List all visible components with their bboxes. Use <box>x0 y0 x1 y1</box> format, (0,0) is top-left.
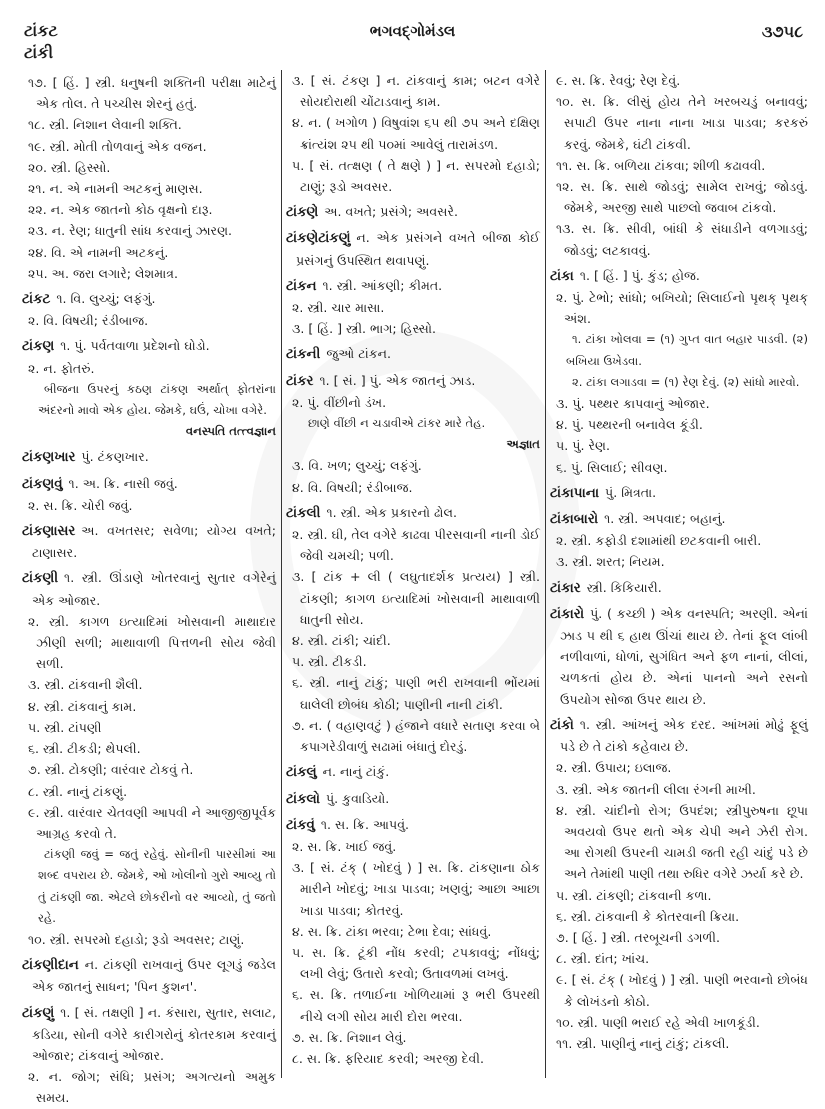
sense-item <box>22 136 276 157</box>
dictionary-entry <box>22 288 276 310</box>
definition-text: ૪. સ. ક્રિ. ટાંકા ભરવા; ટેભા દેવા; સાંધવું. <box>292 923 492 939</box>
definition-text: અ. વખતે; પ્રસંગે; અવસરે. <box>324 204 458 220</box>
definition-text: ન. ટાંકણી રાખવાનું ઉપર લૂગડું જડેલ એક જાતનું સાધન; 'પિન કુશન'. <box>32 957 276 995</box>
headword: ટાંકલું <box>286 765 317 781</box>
headword: ટાંકણું <box>22 1005 55 1021</box>
sense-item <box>22 220 276 241</box>
definition-text: ૭. સ્ત્રી. ટોકણી; વારંવાર ટોકવું તે. <box>28 762 194 778</box>
sense-item <box>550 218 808 260</box>
sense-item <box>286 566 540 630</box>
sense-item <box>550 435 808 456</box>
definition-text: ૨૨. ન. એક જાતનો કોઠ વૃક્ષનો દારૂ. <box>28 202 213 218</box>
sense-item <box>550 551 808 572</box>
sense-item <box>22 674 276 695</box>
sense-item <box>550 948 808 969</box>
definition-text: ૩. [ સં. ટંકણ ] ન. ટાંકવાનું કામ; બટન વગેરે સોયદોરાથી ચોંટાડવાનું કામ. <box>292 73 540 110</box>
definition-text: ૧. પું. પર્વતવાળા પ્રદેશનો ઘોડો. <box>60 338 210 354</box>
sense-item <box>286 651 540 672</box>
definition-text: પું. કુવાડિયો. <box>326 790 390 806</box>
definition-text: ૩. પું. પથ્થર કાપવાનું ઓજાર. <box>556 396 710 412</box>
sense-item <box>22 199 276 220</box>
sense-item <box>550 757 808 778</box>
usage-quote <box>286 413 540 434</box>
dictionary-entry <box>550 603 808 710</box>
column-divider <box>545 70 546 1078</box>
sense-item <box>22 929 276 950</box>
definition-text: ૬. સ્ત્રી. ટાંકવાની કે કોતરવાની ક્રિયા. <box>556 908 740 924</box>
definition-text: ૧. [ સં. તક્ષણી ] ન. કંસારા, સુતાર, સલાટ, કડિયા, સોની વગેરે કારીગરોનું કોતરકામ કરવાનું ઓજાર; ટાંકવાનું ઓજાર. <box>32 1004 276 1063</box>
sense-item <box>22 717 276 738</box>
dictionary-entry <box>286 502 540 524</box>
sense-item <box>550 70 808 91</box>
definition-text: સ્ત્રી. કિકિયારી. <box>586 579 662 595</box>
definition-text: ૧૦. સ્ત્રી. પાણી ભરાઈ રહે એવી ખાળકૂંડી. <box>556 1014 760 1030</box>
sense-item <box>286 672 540 714</box>
sense-item <box>286 921 540 942</box>
dictionary-entry <box>286 788 540 810</box>
definition-text: અજ્ઞાત <box>506 437 540 452</box>
dictionary-entry <box>550 482 808 504</box>
definition-text: પું. મિત્રતા. <box>605 484 657 500</box>
headword: ટાંકારો <box>550 606 585 622</box>
usage-quote <box>550 372 808 393</box>
dictionary-entry <box>550 577 808 599</box>
definition-text: ૨. પું. ટેભો; સાંધો; બખિયો; સિલાઈનો પૃથક્ પૃથક્ અંશ. <box>556 290 808 327</box>
sense-item <box>286 715 540 757</box>
sense-item <box>22 759 276 780</box>
headword: ટાંકણેટાંકણું <box>286 231 351 247</box>
usage-quote <box>22 379 276 421</box>
sense-item <box>286 112 540 154</box>
headword: ટાંકર <box>286 373 314 389</box>
definition-text: ૨. પું. વીંછીનો ડંખ. <box>292 394 387 410</box>
quote-source <box>22 421 276 442</box>
definition-text: ૫. સ્ત્રી. ટીકડી. <box>292 654 367 670</box>
sense-item <box>22 263 276 284</box>
definition-text: ૨૩. ન. રેણ; ધાતુની સાંધ કરવાનું ઝારણ. <box>28 223 233 239</box>
definition-text: છાણે વીંછી ન ચડાવીએ ટાંકર મારે તેહ. <box>308 416 486 431</box>
sense-item <box>286 318 540 339</box>
headword: ટાંકલી <box>286 505 321 521</box>
definition-text: ૬. સ. ક્રિ. તળાઈના ખોળિયામાં રૂ ભરી ઉપરથી નીચે લગી સોય મારી દોરા ભરવા. <box>292 987 540 1024</box>
headword: ટાંકન <box>286 278 317 294</box>
sense-item <box>22 1066 276 1108</box>
sense-item <box>22 114 276 135</box>
sense-item <box>22 72 276 114</box>
definition-text: ૧. સ્ત્રી. આંકણી; કીમત. <box>322 277 443 293</box>
headword: ટાંકવું <box>286 817 315 833</box>
headword: ટાંકટ <box>22 292 51 308</box>
sense-item <box>22 781 276 802</box>
headword: ટાંકાપાના <box>550 485 600 501</box>
usage-quote <box>550 329 808 371</box>
headword: ટાંકણ <box>22 339 55 355</box>
dictionary-entry <box>286 814 540 836</box>
definition-text: ૧૯. સ્ત્રી. મોતી તોળવાનું એક વજન. <box>28 138 207 154</box>
definition-text: ૬. પું. સિલાઈ; સીવણ. <box>556 459 668 475</box>
definition-text: ૨૦. સ્ત્રી. હિસ્સો. <box>28 159 111 175</box>
sense-item <box>286 524 540 566</box>
sense-item <box>286 155 540 197</box>
definition-text: ૧૦. સ્ત્રી. સપરમો દહાડો; રૂડો અવસર; ટાણું. <box>28 931 245 947</box>
headword: ટાંકણીદાન <box>22 958 79 974</box>
usage-quote <box>22 844 276 929</box>
definition-text: ૪. સ્ત્રી. ચાંદીનો રોગ; ઉપદંશ; સ્ત્રીપુરુષના છૂપા અવયવો ઉપર થતો એક ચેપી અને ઝેરી રોગ. આ રોગથી ઉપરની ચામડી જતી રહી ચાંદું પડે છે અને તેમાંથી પાણી તથા રુધિર વગેરે ઝર્યા કરે છે. <box>556 802 808 882</box>
definition-text: ૩. [ ટાંક + લી ( લઘુતાદર્શક પ્રત્યય) ] સ્ત્રી. ટાંકણી; કાગળ ઇત્યાદિમાં ખોસવાની માથાવાળી ધાતુની સોય. <box>292 569 540 627</box>
definition-text: ૧. સ્ત્રી. એક પ્રકારનો ઢોલ. <box>326 504 457 520</box>
sense-item <box>22 310 276 331</box>
definition-text: ૫. સ્ત્રી. ટાંપણી <box>28 719 102 735</box>
definition-text: ૫. પું. રેણ. <box>556 438 610 454</box>
headword: ટાંકની <box>286 347 321 363</box>
sense-item <box>22 178 276 199</box>
guide-word-first: ટાંકટ <box>24 21 58 40</box>
definition-text: ૧. સ્ત્રી. ઊંડાણે ખોતરવાનું સુતાર વગેરેનું એક ઓજાર. <box>32 570 276 608</box>
sense-item <box>286 297 540 318</box>
definition-text: ૧. સ્ત્રી. અપવાદ; બહાનું. <box>604 511 726 527</box>
definition-text: ૮. સ. ક્રિ. ફરિયાદ કરવી; અરજી દેવી. <box>292 1050 484 1066</box>
sense-item <box>286 1048 540 1069</box>
sense-item <box>22 802 276 844</box>
column-1 <box>22 72 276 1109</box>
definition-text: ૩. સ્ત્રી. એક જાતની લીલા રંગની માખી. <box>556 781 756 797</box>
dictionary-entry <box>22 520 276 563</box>
definition-text: ટાંકણી જવું = જતું રહેવું. સોનીની પારસીમાં આ શબ્દ વપરાય છે. જેમકે, ઓ ખોલીનો ગુરો આવ્યુ તો તું ટાંકણી જા. એટલે છોકરીનો વર આવ્યો, તું જતો રહે. <box>38 847 276 925</box>
definition-text: ૧. ટાંકા ખોલવા = (૧) ગુપ્ત વાત બહાર પાડવી. (૨) બખિયા ઉખેડવા. <box>566 332 808 368</box>
headword: ટાંકાર <box>550 580 581 596</box>
definition-text: બીજના ઉપરનું કઠણ ટાંકણ અર્થાત્ ફોતરાંના અંદરનો માવો એક હોય. જેમકે, ઘઉં, ચોખા વગેરે. <box>38 381 276 418</box>
dictionary-entry <box>286 275 540 297</box>
sense-item <box>286 70 540 112</box>
sense-item <box>286 630 540 651</box>
definition-text: ૯. સ. ક્રિ. રેવવું; રેણ દેવું. <box>556 73 681 88</box>
definition-text: ૯. [ સં. ટંક્ ( ખોદવું ) ] સ્ત્રી. પાણી ભરવાનો છોબંધ કે લોખંડનો કોઠો. <box>556 972 808 1009</box>
headword: ટાંકો <box>550 717 574 733</box>
definition-text: ૮. સ્ત્રી. નાનું ટાંકણું. <box>28 783 128 799</box>
sense-item <box>22 495 276 516</box>
headword: ટાંકાબારો <box>550 512 599 528</box>
sense-item <box>286 455 540 476</box>
definition-text: અ. વખતસર; સવેળા; યોગ્ય વખતે; ટાણાસર. <box>32 523 276 561</box>
headword: ટાંકણી <box>22 571 59 587</box>
definition-text: ૨. સ્ત્રી. કાગળ ઇત્યાદિમાં ખોસવાની માથાદાર ઝીણી સળી; માથાવાળી પિત્તળની સોય જેવી સળી. <box>28 613 276 672</box>
definition-text: ૯. સ્ત્રી. વારંવાર ચેતવણી આપવી ને આજીજીપૂર્વક આગ્રહ કરવો તે. <box>28 804 276 841</box>
definition-text: ૩. સ્ત્રી. ટાંકવાની શૈલી. <box>28 677 143 693</box>
definition-text: ૧૧. સ. ક્રિ. બળિયા ટાંકવા; શીળી કઢાવવી. <box>556 157 766 173</box>
dictionary-entry <box>22 954 276 997</box>
headword: ટાંકલો <box>286 791 320 807</box>
quote-source <box>286 434 540 455</box>
definition-text: ૪. વિ. વિષયી; રંડીબાજ. <box>292 479 413 495</box>
dictionary-entry <box>22 335 276 357</box>
sense-item <box>550 176 808 218</box>
sense-item <box>550 800 808 885</box>
definition-text: ૧૦. સ. ક્રિ. લીસું હોય તેને ખરબચડું બનાવવું; સપાટી ઉપર નાના નાના ખાડા પાડવા; કરકરું કરવું. જેમકે, ઘંટી ટાંકવી. <box>556 94 808 152</box>
definition-text: ૬. સ્ત્રી. ટીકડી; થેપલી. <box>28 741 141 757</box>
dictionary-entry <box>22 1002 276 1067</box>
dictionary-entry <box>286 761 540 783</box>
definition-text: ૧. [ સં. ] પું. એક જાતનું ઝાડ. <box>319 372 476 388</box>
definition-text: ૮. સ્ત્રી. દાંત; ખાંચ. <box>556 951 650 967</box>
definition-text: ૨. સ્ત્રી. ચાર માસા. <box>292 300 385 316</box>
definition-text: પું. ( કચ્છી ) એક વનસ્પતિ; અરણી. એનાં ઝાડ ૫ થી ૬ હાથ ઊંચાં થાય છે. તેનાં ફૂલ લાંબી નળીવાળાં, ધોળાં, સુગંધિત અને ફળ નાનાં, લીલાં, ચળકતાં હોય છે. એનાં પાનનો અને રસનો ઉપયોગ સોજા ઉપર થાય છે. <box>560 605 808 707</box>
column-3 <box>550 70 808 1054</box>
column-divider <box>281 70 282 1078</box>
headword: ટાંકણવું <box>22 476 63 492</box>
definition-text: ૭. [ હિં. ] સ્ત્રી. તરબૂચની ડગળી. <box>556 929 720 945</box>
definition-text: ૫. સ્ત્રી. ટાંકણી; ટાંકવાની કળા. <box>556 887 712 903</box>
sense-item <box>550 927 808 948</box>
sense-item <box>286 836 540 857</box>
sense-item <box>22 157 276 178</box>
definition-text: ૩. [ હિં. ] સ્ત્રી. ભાગ; હિસ્સો. <box>292 321 437 337</box>
sense-item <box>550 414 808 435</box>
definition-text: ૧. સ્ત્રી. આંખનું એક દરદ. આંખમાં મોઢું ફૂલું પડે છે તે ટાંકો કહેવાય છે. <box>560 716 808 755</box>
sense-item <box>550 1033 808 1054</box>
definition-text: ૨. સ્ત્રી. કફોડી દશામાંથી છટકવાની બારી. <box>556 533 762 549</box>
dictionary-entry <box>286 343 540 365</box>
definition-text: વનસ્પતિ તત્ત્વજ્ઞાન <box>185 424 276 439</box>
definition-text: ૧૩. સ. ક્રિ. સીવી, બાંધી કે સંધાડીને વળગાડવું; જોડવું; લટકાવવું. <box>556 221 808 258</box>
definition-text: ૧૭. [ હિં. ] સ્ત્રી. ધનુષની શક્તિની પરીક્ષા માટેનું એક તોલ. તે પચ્ચીસ શેરનું હતું. <box>28 75 276 112</box>
sense-item <box>22 738 276 759</box>
definition-text: ૫. [ સં. તત્ક્ષણ ( તે ક્ષણે ) ] ન. સપરમો દહાડો; ટાણું; રૂડો અવસર. <box>292 157 540 195</box>
definition-text: ૭. સ. ક્રિ. નિશાન લેવું. <box>292 1029 407 1045</box>
definition-text: ૨. ન. ફોતરું. <box>28 360 95 376</box>
sense-item <box>22 242 276 263</box>
column-2 <box>286 70 540 1069</box>
sense-item <box>286 942 540 984</box>
definition-text: ૪. ન. ( ખગોળ ) વિષુવાંશ ૬૫ થી ૭૫ અને દક્ષિણ ક્રાંત્યંશ ૨૫ થી ૫૦માં આવેલું તારામંડળ. <box>292 115 540 152</box>
sense-item <box>550 393 808 414</box>
sense-item <box>550 287 808 329</box>
definition-text: ૩. [ સં. ટંક્ ( ખોદવું ) ] સ. ક્રિ. ટાંકણાના ઠોક મારીને ખોદવું; ખાડા પાડવા; ખણવું; આછા આછા ખાડા પાડવા; કોતરવું. <box>292 860 540 918</box>
sense-item <box>550 906 808 927</box>
definition-text: ૧૨. સ. ક્રિ. સાથે જોડવું; સામેલ રાખવું; જોડવું. જેમકે, અરજી સાથે પાછલો જવાબ ટાંકવો. <box>556 179 808 216</box>
definition-text: ૬. સ્ત્રી. નાનું ટાંકું; પાણી ભરી રાખવાની ભોંયમાં ઘાલેલી છોબંધ કોઠી; પાણીની નાની ટાંકી. <box>292 675 540 712</box>
sense-item <box>22 611 276 675</box>
dictionary-entry <box>22 567 276 610</box>
dictionary-entry <box>550 508 808 530</box>
definition-text: ૧. વિ. લુચ્ચું; લફંગું. <box>56 291 156 307</box>
headword: ટાંકણખાર <box>22 450 76 466</box>
dictionary-entry <box>286 370 540 392</box>
dictionary-entry <box>22 473 276 495</box>
sense-item <box>286 984 540 1026</box>
dictionary-entry <box>286 227 540 270</box>
definition-text: ૨. સ. ક્રિ. ખાઈ જવું. <box>292 838 397 854</box>
definition-text: ૨. ટાંકા લગાડવા = (૧) રેણ દેવું. (૨) સાંધો મારવો. <box>572 374 800 389</box>
sense-item <box>550 885 808 906</box>
definition-text: ન. નાનું ટાંકું. <box>322 764 390 780</box>
definition-text: ૪. સ્ત્રી. ટાંકી; ચાંદી. <box>292 633 391 649</box>
sense-item <box>550 457 808 478</box>
definition-text: જુઓ ટાંકન. <box>326 346 391 362</box>
definition-text: ૪. સ્ત્રી. ટાંકવાનું કામ. <box>28 698 137 714</box>
definition-text: ૩. સ્ત્રી. શરત; નિયમ. <box>556 554 665 570</box>
definition-text: ૪. પું. પથ્થરની બનાવેલ કૂંડી. <box>556 417 703 433</box>
definition-text: ૨. ન. જોગ; સંધિ; પ્રસંગ; અગત્યનો અમુક સમય. <box>28 1069 276 1106</box>
definition-text: ન. એક પ્રસંગને વખતે બીજા કોઈ પ્રસંગનું ઉપસ્થિત થવાપણું. <box>296 230 540 268</box>
dictionary-entry <box>22 446 276 468</box>
definition-text: ૧૧. સ્ત્રી. પાણીનું નાનું ટાંકું; ટાંકલી. <box>556 1035 730 1051</box>
dictionary-entry <box>550 265 808 287</box>
definition-text: ૨. સ્ત્રી. ઉપાય; ઇલાજ. <box>556 760 672 776</box>
sense-item <box>550 969 808 1011</box>
sense-item <box>22 696 276 717</box>
page-number: ૩૭૫૮ <box>761 22 803 41</box>
dictionary-entry <box>550 714 808 757</box>
definition-text: ૨૪. વિ. એ નામની અટકનું. <box>28 244 169 260</box>
headword: ટાંકણે <box>286 205 319 221</box>
definition-text: ૧. સ. ક્રિ. આપવું. <box>320 816 410 832</box>
sense-item <box>550 155 808 176</box>
definition-text: ૨૫. અ. જરા લગારે; લેશમાત્ર. <box>28 265 178 281</box>
definition-text: ૧. [ હિં. ] પું. કુંડ; હોજ. <box>579 267 700 283</box>
definition-text: ૩. વિ. ખળ; લુચ્ચું; લફંગું. <box>292 458 422 474</box>
sense-item <box>550 530 808 551</box>
sense-item <box>286 1027 540 1048</box>
sense-item <box>550 91 808 155</box>
definition-text: ૭. ન. ( વહાણવટું ) હંજાને વધારે સતાણ કરવા બે કપાગરેડીવાળું સઢામાં બંધાતું દોરડું. <box>292 717 540 755</box>
dictionary-entry <box>286 201 540 223</box>
sense-item <box>22 358 276 379</box>
guide-word-last: ટાંકી <box>24 43 54 62</box>
headword: ટાંકા <box>550 268 574 284</box>
sense-item <box>286 477 540 498</box>
definition-text: ૨. સ્ત્રી. ઘી, તેલ વગેરે કાઢવા પીરસવાની નાની ડોઈ જેવી ચમચી; પળી. <box>292 527 540 564</box>
definition-text: ૧૮. સ્ત્રી. નિશાન લેવાની શક્તિ. <box>28 117 182 133</box>
definition-text: ૧. અ. ક્રિ. નાસી જવું. <box>68 475 178 491</box>
headword: ટાંકણાસર <box>22 524 76 540</box>
definition-text: ૨. સ. ક્રિ. ચોરી જવું. <box>28 497 133 513</box>
sense-item <box>550 1012 808 1033</box>
definition-text: ૨. વિ. વિષયી; રંડીબાજ. <box>28 313 149 329</box>
sense-item <box>286 857 540 921</box>
sense-item <box>550 779 808 800</box>
book-title: ભગવદ્ગોમંડલ <box>369 22 456 40</box>
definition-text: ૫. સ. ક્રિ. ટૂંકી નોંધ કરવી; ટપકાવવું; નોંધવું; લખી લેવું; ઉતારો કરવો; ઉતાવળમાં લખવું. <box>292 944 540 982</box>
sense-item <box>286 392 540 413</box>
definition-text: ૨૧. ન. એ નામની અટકનું માણસ. <box>28 181 203 197</box>
definition-text: પું. ટંકણખાર. <box>81 449 149 465</box>
